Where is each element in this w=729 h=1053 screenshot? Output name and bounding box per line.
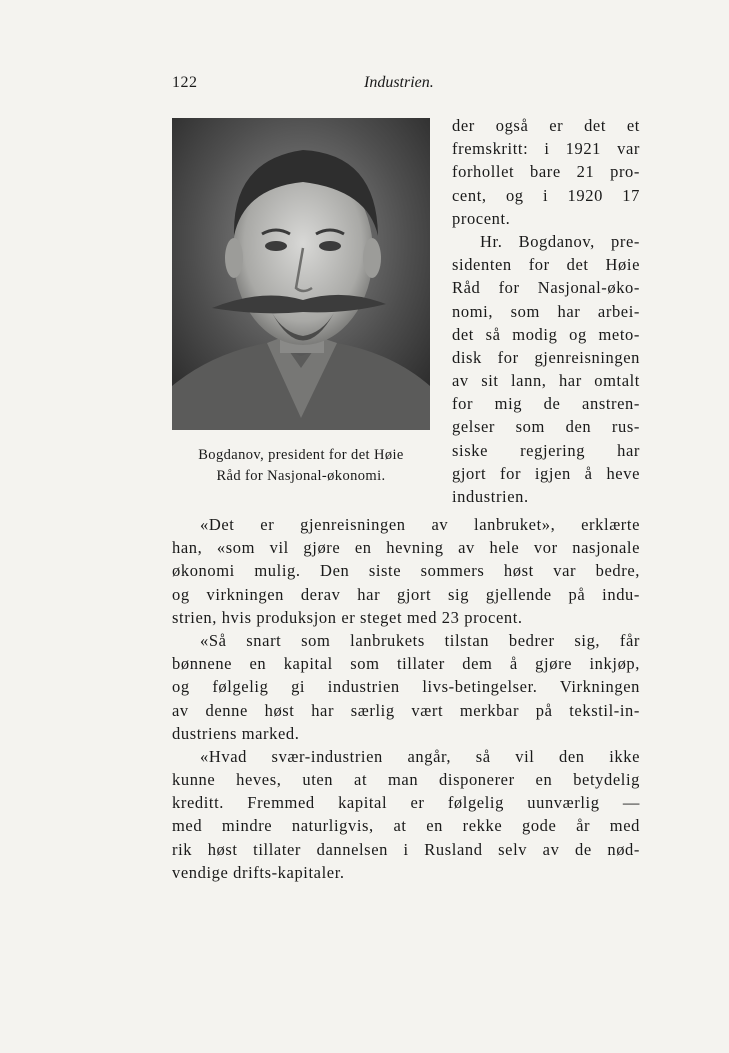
text-line: av sit lann, har omtalt	[452, 371, 640, 391]
text-line: der også er det et	[452, 116, 640, 135]
text-line: han, «som vil gjøre en hevning av hele vor nasjonale	[172, 538, 640, 558]
figure-caption	[172, 445, 430, 487]
text-line: kreditt. Fremmed kapital er følgelig uunværlig —	[172, 793, 640, 813]
text-line: kunne heves, uten at man disponerer en betydelig	[172, 770, 640, 790]
text-line: dustriens marked.	[172, 723, 300, 743]
text-line: forhollet bare 21 pro-	[452, 162, 640, 182]
text-line: gelser som den rus-	[452, 417, 640, 437]
text-line: industrien.	[452, 487, 529, 506]
text-line: gjort for igjen å heve	[452, 463, 640, 483]
caption-line: Bogdanov, president for det Høie	[198, 447, 404, 463]
text-line: «Hvad svær-industrien angår, så vil den ikke	[200, 746, 640, 766]
narrow-column-text	[452, 114, 640, 508]
text-line: med mindre naturligvis, at en rekke gode år med	[172, 816, 640, 836]
text-line: vendige drifts-kapitaler.	[172, 862, 345, 882]
text-line: og virkningen derav har gjort sig gjellende på indu-	[172, 584, 640, 604]
text-line: disk for gjenreisningen	[452, 347, 640, 367]
text-line: og følgelig gi industrien livs-betingelser. Virkningen	[172, 677, 640, 697]
text-line: bønnene en kapital som tillater dem å gjøre inkjøp,	[172, 654, 640, 674]
text-line: for mig de anstren-	[452, 394, 640, 414]
text-line: av denne høst har særlig vært merkbar på tekstil-in-	[172, 700, 640, 720]
full-width-text	[172, 513, 640, 884]
text-line: strien, hvis produksjon er steget med 23 procent.	[172, 607, 523, 627]
text-line: økonomi mulig. Den siste sommers høst var bedre,	[172, 561, 640, 581]
portrait-photo-icon	[172, 118, 430, 430]
page-number: 122	[172, 74, 198, 91]
text-line: «Så snart som lanbrukets tilstan bedrer sig, får	[200, 630, 640, 650]
text-line: siske regjering har	[452, 440, 640, 460]
text-line: nomi, som har arbei-	[452, 301, 640, 321]
text-line: fremskritt: i 1921 var	[452, 139, 640, 159]
running-title: Industrien.	[364, 74, 434, 91]
text-line: Råd for Nasjonal-øko-	[452, 278, 640, 298]
text-line: cent, og i 1920 17	[452, 185, 640, 205]
text-line: sidenten for det Høie	[452, 255, 640, 275]
text-line: Hr. Bogdanov, pre-	[480, 231, 640, 251]
portrait-photo	[172, 118, 430, 430]
text-line: procent.	[452, 208, 511, 228]
text-line: det så modig og meto-	[452, 324, 640, 344]
text-line: «Det er gjenreisningen av lanbruket», erklærte	[200, 515, 640, 534]
caption-line: Råd for Nasjonal-økonomi.	[216, 468, 386, 484]
text-line: rik høst tillater dannelsen i Rusland selv av de nød-	[172, 839, 640, 859]
